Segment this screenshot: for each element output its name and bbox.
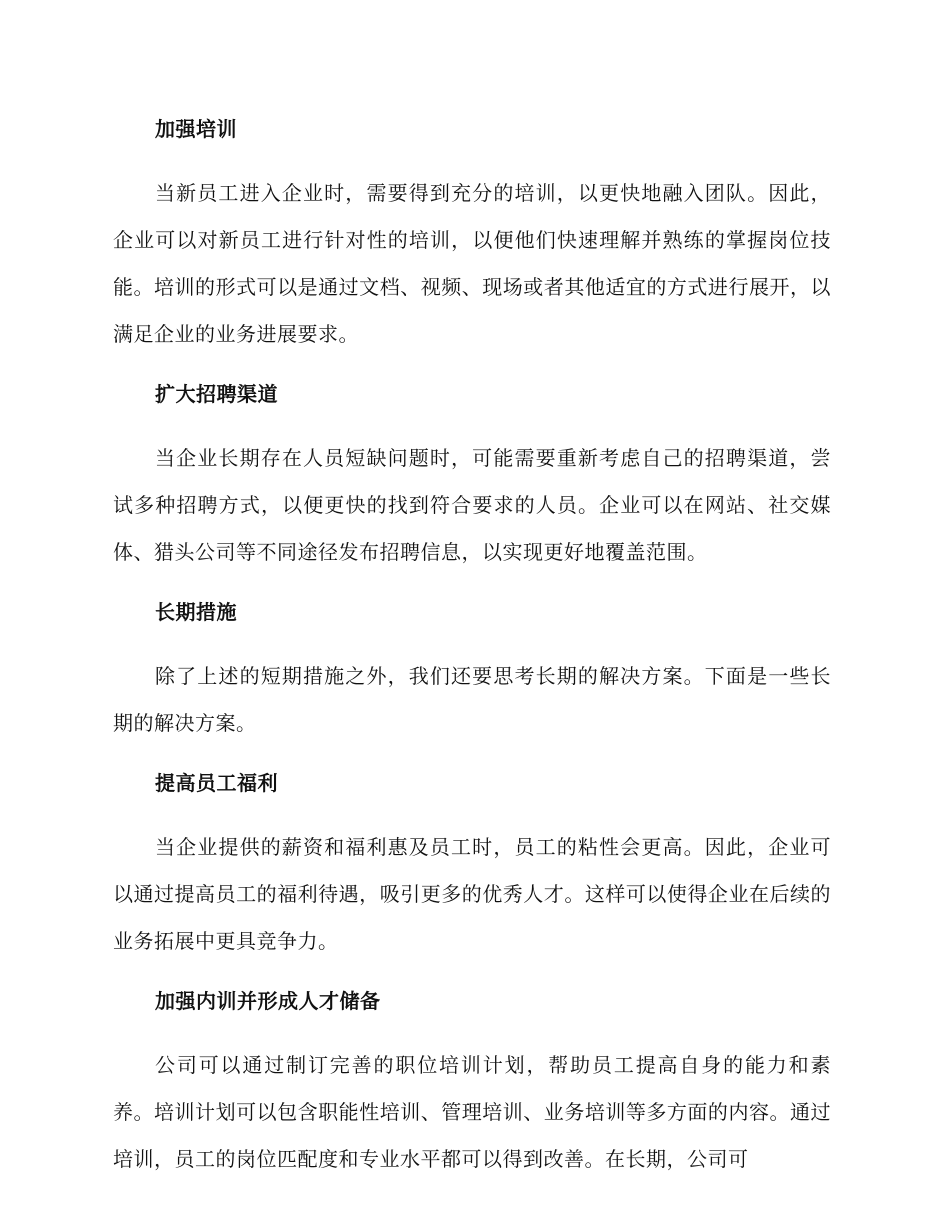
section-heading: 提高员工福利 bbox=[155, 771, 278, 795]
document-content bbox=[113, 113, 831, 1183]
section-paragraph: 当新员工进入企业时，需要得到充分的培训，以更快地融入团队。因此，企业可以对新员工进行针对性的培训，以便他们快速理解并熟练的掌握岗位技能。培训的形式可以是通过文档、视频、现场或者其他适宜的方式进行展开，以满足企业的业务进展要求。 bbox=[113, 181, 831, 346]
section-paragraph: 除了上述的短期措施之外，我们还要思考长期的解决方案。下面是一些长期的解决方案。 bbox=[113, 664, 831, 735]
section-paragraph: 当企业长期存在人员短缺问题时，可能需要重新考虑自己的招聘渠道，尝试多种招聘方式，以便更快的找到符合要求的人员。企业可以在网站、社交媒体、猎头公司等不同途径发布招聘信息，以实现更好地覆盖范围。 bbox=[113, 446, 831, 564]
section-heading: 加强培训 bbox=[155, 117, 237, 141]
section-paragraph: 当企业提供的薪资和福利惠及员工时，员工的粘性会更高。因此，企业可以通过提高员工的福利待遇，吸引更多的优秀人才。这样可以使得企业在后续的业务拓展中更具竞争力。 bbox=[113, 835, 831, 953]
section-heading: 长期措施 bbox=[155, 600, 237, 624]
section-heading: 扩大招聘渠道 bbox=[155, 382, 278, 406]
section-heading: 加强内训并形成人才储备 bbox=[155, 989, 381, 1013]
section-paragraph: 公司可以通过制订完善的职位培训计划，帮助员工提高自身的能力和素养。培训计划可以包含职能性培训、管理培训、业务培训等多方面的内容。通过培训，员工的岗位匹配度和专业水平都可以得到改善。在长期，公司可 bbox=[113, 1053, 831, 1171]
